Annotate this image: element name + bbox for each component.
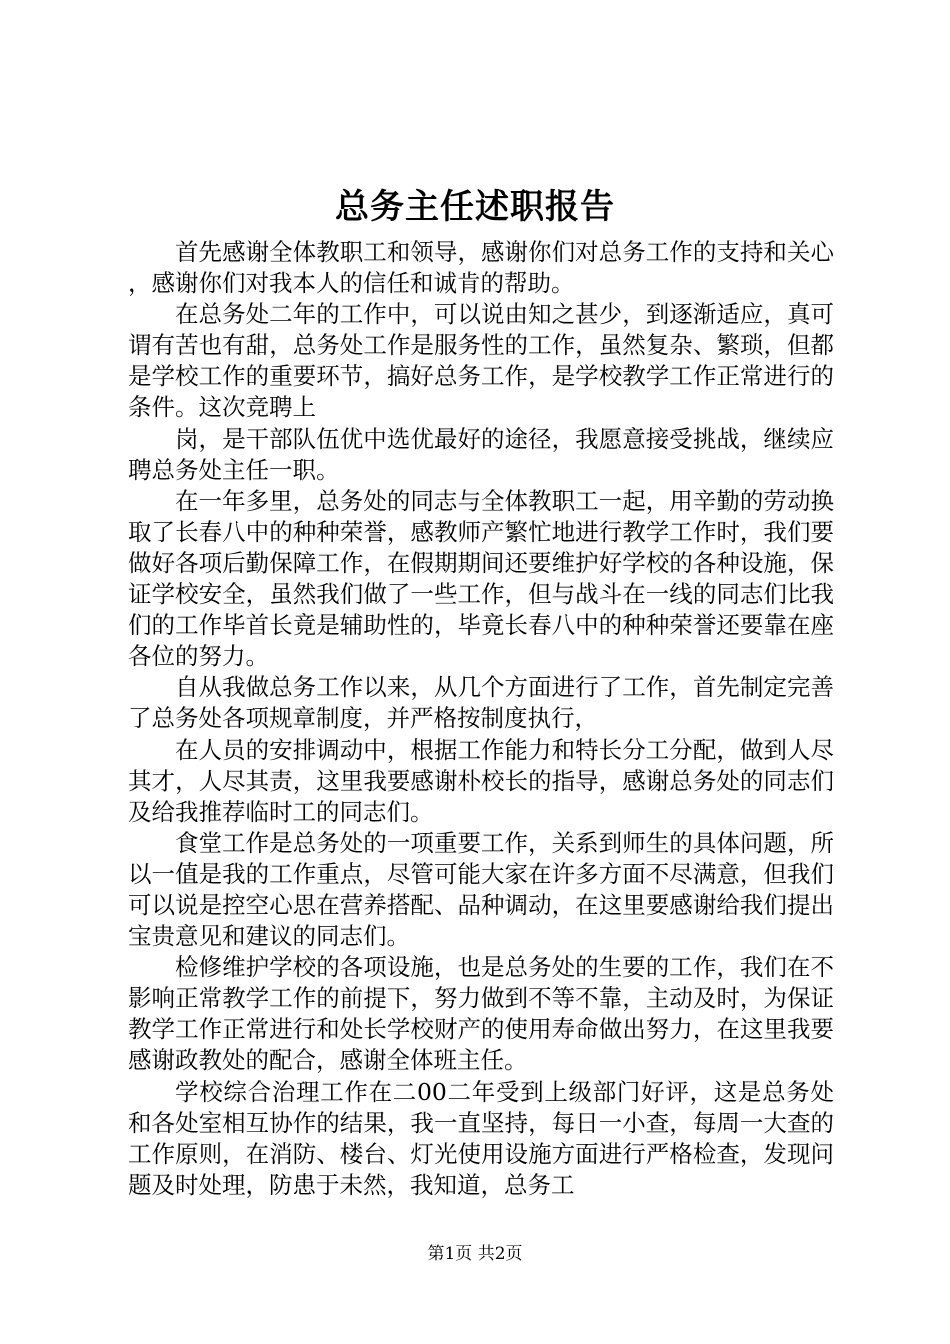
paragraph-4: 在一年多里，总务处的同志与全体教职工一起，用辛勤的劳动换取了长春八中的种种荣誉，感教师产繁忙地进行教学工作时，我们要做好各项后勤保障工作，在假期期间还要维护好学校的各种设施，保证学校安全，虽然我们做了一些工作，但与战斗在一线的同志们比我们的工作毕首长竟是辅助性的，毕竟长春八中的种种荣誉还要靠在座各位的努力。 <box>128 486 834 671</box>
paragraph-1: 首先感谢全体教职工和领导，感谢你们对总务工作的支持和关心，感谢你们对我本人的信任和诚肯的帮助。 <box>128 238 834 298</box>
paragraph-5: 自从我做总务工作以来，从几个方面进行了工作，首先制定完善了总务处各项规章制度，并严格按制度执行， <box>128 673 834 733</box>
paragraph-6: 在人员的安排调动中，根据工作能力和特长分工分配，做到人尽其才，人尽其责，这里我要感谢朴校长的指导，感谢总务处的同志们及给我推荐临时工的同志们。 <box>128 735 834 826</box>
paragraph-2: 在总务处二年的工作中，可以说由知之甚少，到逐渐适应，真可谓有苦也有甜，总务处工作是服务性的工作，虽然复杂、繁琐，但都是学校工作的重要环节，搞好总务工作，是学校教学工作正常进行的条件。这次竞聘上 <box>128 300 834 422</box>
paragraph-9: 学校综合治理工作在二00二年受到上级部门好评，这是总务处和各处室相互协作的结果，我一直坚持，每日一小查，每周一大查的工作原则，在消防、楼台、灯光使用设施方面进行严格检查，发现问题及时处理，防患于未然，我知道，总务工 <box>128 1077 834 1199</box>
paragraph-8: 检修维护学校的各项设施，也是总务处的生要的工作，我们在不影响正常教学工作的前提下，努力做到不等不靠，主动及时，为保证教学工作正常进行和处长学校财产的使用寿命做出努力，在这里我要感谢政教处的配合，感谢全体班主任。 <box>128 953 834 1075</box>
page-footer: 第1页 共2页 <box>427 1244 523 1264</box>
paragraph-7: 食堂工作是总务处的一项重要工作，关系到师生的具体问题，所以一值是我的工作重点，尽管可能大家在许多方面不尽满意，但我们可以说是控空心思在营养搭配、品种调动，在这里要感谢给我们提出宝贵意见和建议的同志们。 <box>128 828 834 951</box>
document-title: 总务主任述职报告 <box>335 187 615 227</box>
paragraph-3: 岗，是干部队伍优中选优最好的途径，我愿意接受挑战，继续应聘总务处主任一职。 <box>128 424 834 484</box>
document-body <box>128 237 834 1201</box>
